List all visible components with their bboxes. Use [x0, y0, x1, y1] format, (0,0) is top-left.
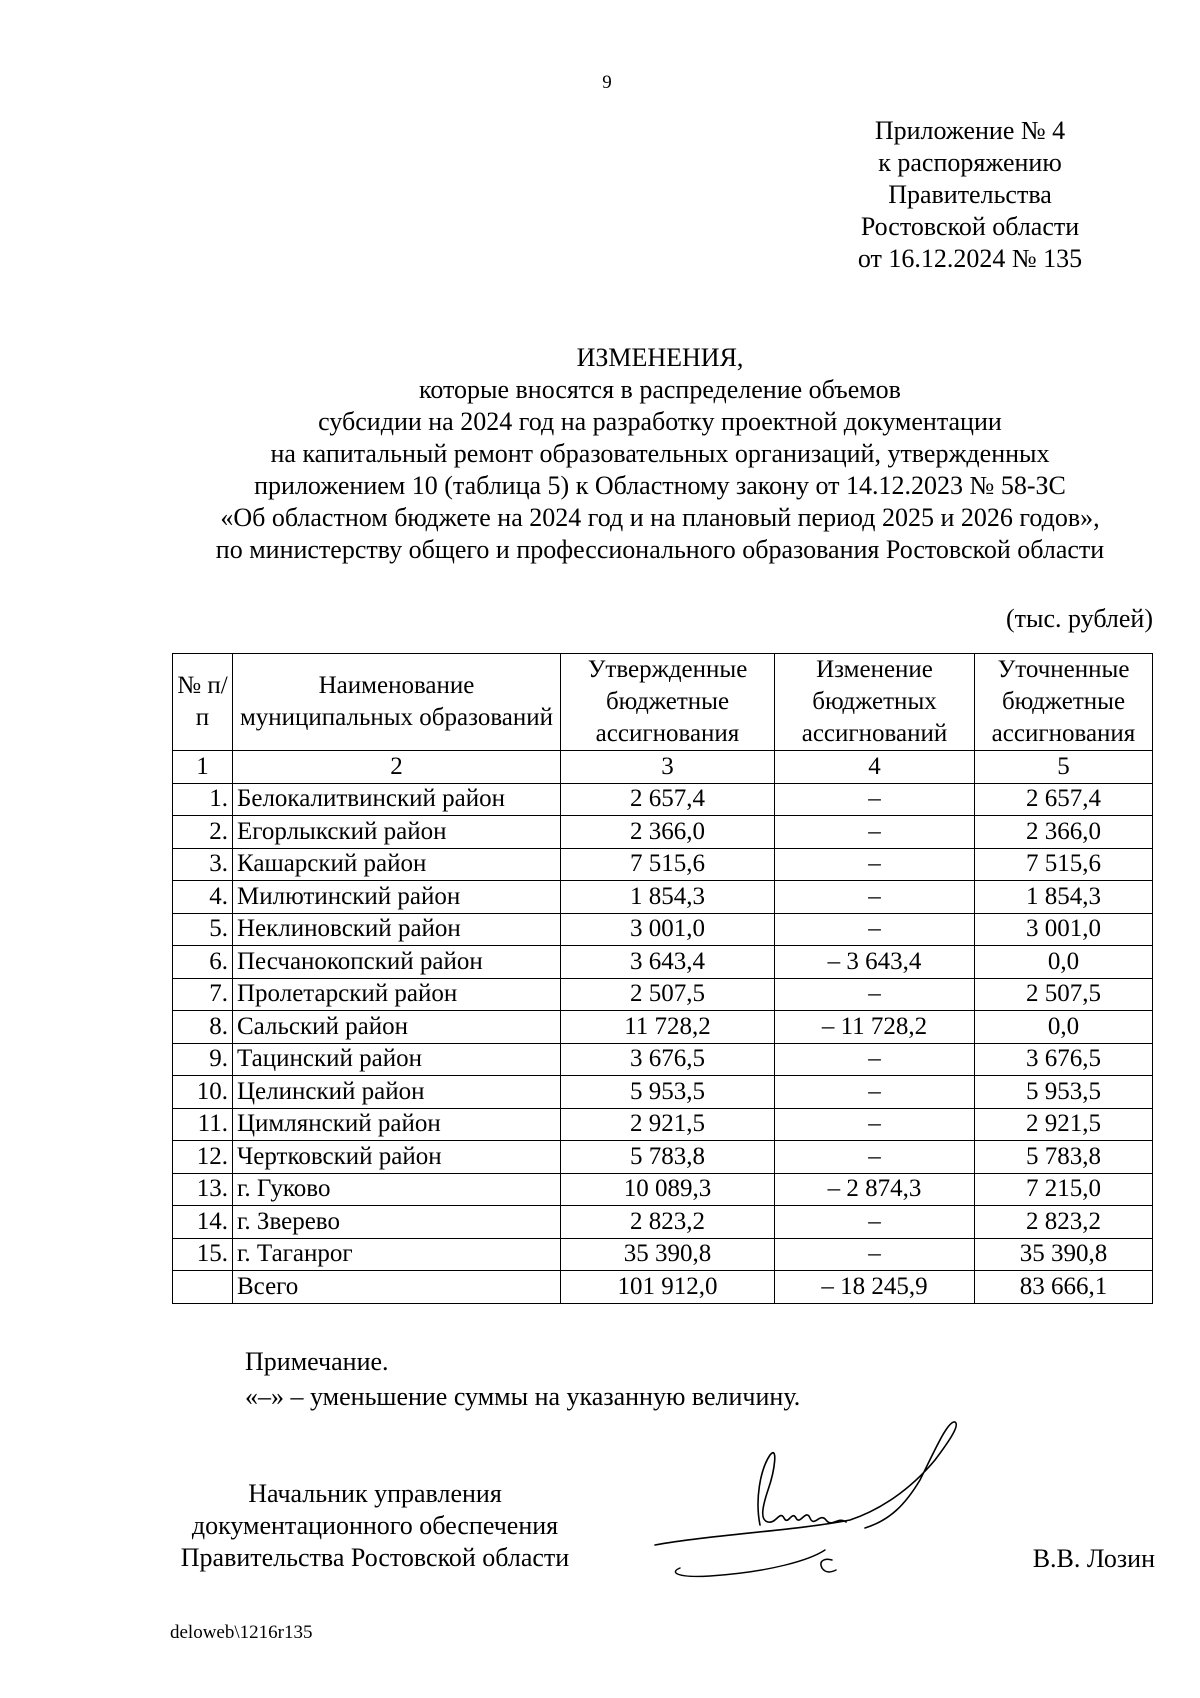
appendix-line: Ростовской области [860, 212, 1080, 241]
cell-name: г. Таганрог [233, 1238, 561, 1271]
cell-approved: 2 657,4 [561, 783, 775, 816]
table-header-row [173, 654, 1153, 751]
cell-change: – [775, 1141, 975, 1174]
cell-num [173, 1271, 233, 1304]
cell-change: – [775, 881, 975, 914]
cell-refined: 5 953,5 [975, 1076, 1153, 1109]
cell-name: Пролетарский район [233, 978, 561, 1011]
cell-num: 3. [173, 848, 233, 881]
table-row [173, 1238, 1153, 1271]
cell-num: 10. [173, 1076, 233, 1109]
column-number-row [173, 751, 1153, 784]
cell-name: Кашарский район [233, 848, 561, 881]
cell-approved: 5 953,5 [561, 1076, 775, 1109]
cell-refined: 3 001,0 [975, 913, 1153, 946]
header-name: Наименование муниципальных образований [233, 654, 561, 751]
cell-refined: 2 823,2 [975, 1206, 1153, 1239]
cell-name: Егорлыкский район [233, 816, 561, 849]
cell-refined: 0,0 [975, 1011, 1153, 1044]
cell-change: – [775, 848, 975, 881]
cell-name: Белокалитвинский район [233, 783, 561, 816]
appendix-line: Приложение № 4 [874, 116, 1066, 145]
cell-name: Песчанокопский район [233, 946, 561, 979]
position-line: Начальник управления [248, 1479, 502, 1508]
cell-refined: 2 366,0 [975, 816, 1153, 849]
cell-approved: 3 001,0 [561, 913, 775, 946]
header-refined: Уточненные бюджетные ассигнования [975, 654, 1153, 751]
budget-table [172, 653, 1153, 1304]
cell-name: Целинский район [233, 1076, 561, 1109]
note [245, 1344, 800, 1414]
cell-num: 14. [173, 1206, 233, 1239]
cell-change: – [775, 913, 975, 946]
cell-refined: 7 515,6 [975, 848, 1153, 881]
cell-num: 12. [173, 1141, 233, 1174]
cell-refined: 2 657,4 [975, 783, 1153, 816]
cell-refined: 2 921,5 [975, 1108, 1153, 1141]
header-approved: Утвержденные бюджетные ассигнования [561, 654, 775, 751]
position-line: Правительства Ростовской области [180, 1543, 570, 1572]
cell-name: Чертковский район [233, 1141, 561, 1174]
cell-approved: 7 515,6 [561, 848, 775, 881]
cell-num: 4. [173, 881, 233, 914]
position-line: документационного обеспечения [191, 1511, 559, 1540]
cell-refined: 7 215,0 [975, 1173, 1153, 1206]
table-row [173, 913, 1153, 946]
title-line: по министерству общего и профессионального образования Ростовской области [215, 535, 1105, 564]
cell-approved: 2 921,5 [561, 1108, 775, 1141]
table-row [173, 783, 1153, 816]
note-text: «–» – уменьшение суммы на указанную величину. [245, 1382, 801, 1411]
cell-refined: 3 676,5 [975, 1043, 1153, 1076]
cell-change: – 3 643,4 [775, 946, 975, 979]
signer-position [150, 1478, 600, 1574]
cell-approved: 1 854,3 [561, 881, 775, 914]
cell-approved: 35 390,8 [561, 1238, 775, 1271]
title-line: «Об областном бюджете на 2024 год и на плановый период 2025 и 2026 годов», [220, 503, 1100, 532]
total-row [173, 1271, 1153, 1304]
cell-approved: 11 728,2 [561, 1011, 775, 1044]
column-number: 3 [561, 751, 775, 784]
cell-approved: 3 643,4 [561, 946, 775, 979]
cell-num: 6. [173, 946, 233, 979]
cell-num: 13. [173, 1173, 233, 1206]
cell-change: – 18 245,9 [775, 1271, 975, 1304]
cell-change: – [775, 783, 975, 816]
table-row [173, 848, 1153, 881]
cell-approved: 10 089,3 [561, 1173, 775, 1206]
signer-name: В.В. Лозин [1032, 1544, 1155, 1573]
table-row [173, 1173, 1153, 1206]
cell-refined: 2 507,5 [975, 978, 1153, 1011]
title-line: приложением 10 (таблица 5) к Областному закону от 14.12.2023 № 58-ЗС [254, 471, 1066, 500]
table-row [173, 1043, 1153, 1076]
cell-name: Милютинский район [233, 881, 561, 914]
cell-num: 11. [173, 1108, 233, 1141]
title-line: субсидии на 2024 год на разработку проектной документации [318, 407, 1002, 436]
cell-num: 2. [173, 816, 233, 849]
cell-approved: 2 366,0 [561, 816, 775, 849]
table-row [173, 946, 1153, 979]
cell-change: – [775, 978, 975, 1011]
table-row [173, 881, 1153, 914]
cell-num: 7. [173, 978, 233, 1011]
title-heading: ИЗМЕНЕНИЯ, [576, 343, 744, 372]
cell-name: Неклиновский район [233, 913, 561, 946]
cell-name: Цимлянский район [233, 1108, 561, 1141]
cell-name: г. Гуково [233, 1173, 561, 1206]
cell-refined: 5 783,8 [975, 1141, 1153, 1174]
title-line: на капитальный ремонт образовательных организаций, утвержденных [270, 439, 1050, 468]
page-number: 9 [602, 72, 612, 93]
cell-change: – [775, 1206, 975, 1239]
cell-name: Тацинский район [233, 1043, 561, 1076]
cell-change: – [775, 1108, 975, 1141]
table-row [173, 1108, 1153, 1141]
appendix-line: к распоряжению [878, 148, 1062, 177]
note-title: Примечание. [245, 1347, 389, 1376]
cell-refined: 35 390,8 [975, 1238, 1153, 1271]
title-line: которые вносятся в распределение объемов [419, 375, 901, 404]
handwritten-signature [650, 1410, 980, 1590]
cell-approved: 101 912,0 [561, 1271, 775, 1304]
column-number: 5 [975, 751, 1153, 784]
appendix-header [820, 115, 1120, 275]
cell-change: – [775, 816, 975, 849]
cell-refined: 83 666,1 [975, 1271, 1153, 1304]
table-row [173, 1011, 1153, 1044]
table-row [173, 978, 1153, 1011]
table-row [173, 1141, 1153, 1174]
column-number: 2 [233, 751, 561, 784]
cell-approved: 3 676,5 [561, 1043, 775, 1076]
cell-change: – 2 874,3 [775, 1173, 975, 1206]
document-title [130, 342, 1190, 566]
cell-change: – [775, 1238, 975, 1271]
header-num: № п/п [173, 654, 233, 751]
cell-num: 15. [173, 1238, 233, 1271]
table-row [173, 816, 1153, 849]
cell-num: 9. [173, 1043, 233, 1076]
cell-approved: 2 823,2 [561, 1206, 775, 1239]
header-change: Изменение бюджетных ассигнований [775, 654, 975, 751]
cell-change: – [775, 1043, 975, 1076]
cell-num: 8. [173, 1011, 233, 1044]
cell-approved: 5 783,8 [561, 1141, 775, 1174]
cell-name: г. Зверево [233, 1206, 561, 1239]
appendix-line: от 16.12.2024 № 135 [857, 244, 1083, 273]
table-row [173, 1206, 1153, 1239]
unit-label: (тыс. рублей) [1005, 604, 1153, 633]
cell-name: Сальский район [233, 1011, 561, 1044]
cell-name: Всего [233, 1271, 561, 1304]
cell-num: 1. [173, 783, 233, 816]
cell-num: 5. [173, 913, 233, 946]
cell-change: – 11 728,2 [775, 1011, 975, 1044]
cell-refined: 0,0 [975, 946, 1153, 979]
table-row [173, 1076, 1153, 1109]
document-reference: deloweb\1216r135 [170, 1622, 313, 1643]
column-number: 1 [173, 751, 233, 784]
appendix-line: Правительства [888, 180, 1052, 209]
cell-approved: 2 507,5 [561, 978, 775, 1011]
cell-change: – [775, 1076, 975, 1109]
column-number: 4 [775, 751, 975, 784]
cell-refined: 1 854,3 [975, 881, 1153, 914]
